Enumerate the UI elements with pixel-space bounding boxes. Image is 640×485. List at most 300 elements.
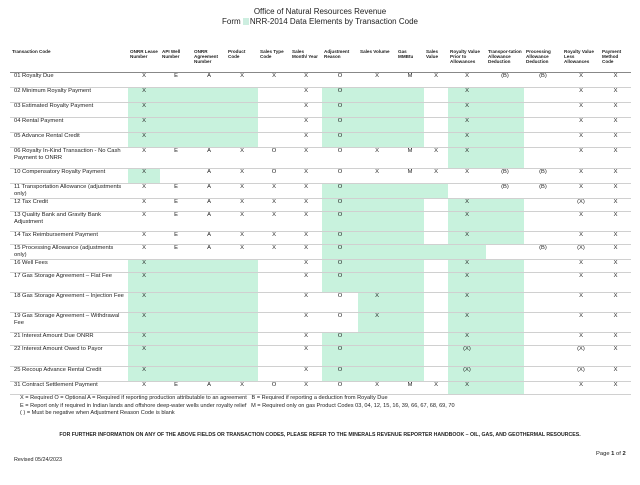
table-cell <box>192 313 226 333</box>
table-cell <box>486 346 524 367</box>
table-cell: X <box>562 118 600 133</box>
transaction-code: 06 Royalty In-Kind Transaction - No Cash Payment to ONRR <box>10 148 128 169</box>
table-cell: X <box>290 148 322 169</box>
table-cell <box>486 118 524 133</box>
table-cell: O <box>322 293 358 313</box>
table-cell <box>524 346 562 367</box>
table-cell: E <box>160 232 192 245</box>
table-cell: O <box>322 346 358 367</box>
table-cell: X <box>600 382 631 395</box>
table-cell: O <box>322 367 358 382</box>
table-cell <box>192 260 226 273</box>
table-cell: A <box>192 184 226 199</box>
table-cell: X <box>128 232 160 245</box>
table-cell: X <box>290 118 322 133</box>
table-cell: O <box>322 232 358 245</box>
table-cell <box>486 367 524 382</box>
table-cell <box>192 103 226 118</box>
table-cell <box>226 118 258 133</box>
table-cell: (X) <box>562 367 600 382</box>
table-cell: O <box>322 313 358 333</box>
table-cell: X <box>290 212 322 232</box>
table-cell: O <box>258 169 290 184</box>
table-cell: X <box>600 245 631 260</box>
table-cell <box>524 133 562 148</box>
table-cell <box>160 346 192 367</box>
table-cell: X <box>424 148 448 169</box>
table-cell: X <box>448 212 486 232</box>
table-cell: X <box>128 293 160 313</box>
table-cell <box>226 273 258 293</box>
table-cell: O <box>322 133 358 148</box>
table-cell: X <box>258 199 290 212</box>
table-cell <box>524 293 562 313</box>
table-cell <box>424 118 448 133</box>
table-cell: O <box>322 333 358 346</box>
table-cell <box>396 273 424 293</box>
table-cell: X <box>226 148 258 169</box>
table-cell <box>396 346 424 367</box>
table-cell <box>226 346 258 367</box>
table-cell <box>396 133 424 148</box>
table-cell: A <box>192 148 226 169</box>
table-cell: X <box>424 169 448 184</box>
table-cell <box>424 273 448 293</box>
table-cell <box>226 133 258 148</box>
column-header: Processing Allowance Deduction <box>524 48 562 73</box>
table-cell: X <box>226 199 258 212</box>
table-cell <box>358 333 396 346</box>
handbook-note: FOR FURTHER INFORMATION ON ANY OF THE ABOVE FIELDS OR TRANSACTION CODES, PLEASE REFER TO THE MINERALS REVENUE REPORTER HANDBOOK – OIL, GAS, AND GEOTHERMAL RESOURCES. <box>59 432 581 438</box>
table-cell: X <box>562 232 600 245</box>
table-cell <box>192 333 226 346</box>
table-cell <box>160 133 192 148</box>
column-header: API Well Number <box>160 48 192 73</box>
table-cell: X <box>600 333 631 346</box>
table-cell: X <box>562 313 600 333</box>
table-cell: M <box>396 382 424 395</box>
transaction-code: 21 Interest Amount Due ONRR <box>10 333 128 346</box>
table-cell: X <box>600 184 631 199</box>
table-cell <box>424 133 448 148</box>
table-cell: X <box>290 184 322 199</box>
table-cell <box>258 260 290 273</box>
table-cell: M <box>396 169 424 184</box>
table-cell: X <box>358 148 396 169</box>
table-cell: X <box>128 184 160 199</box>
table-cell <box>396 232 424 245</box>
table-cell: O <box>322 382 358 395</box>
table-cell: X <box>448 382 486 395</box>
table-cell: X <box>128 260 160 273</box>
table-cell: X <box>290 232 322 245</box>
table-cell: X <box>600 232 631 245</box>
table-cell: A <box>192 169 226 184</box>
table-cell: X <box>290 273 322 293</box>
table-cell <box>258 103 290 118</box>
table-cell <box>524 260 562 273</box>
transaction-code: 22 Interest Amount Owed to Payor <box>10 346 128 367</box>
table-cell: A <box>192 382 226 395</box>
table-cell <box>424 232 448 245</box>
table-cell: O <box>258 148 290 169</box>
form-title: Form NRR-2014 Data Elements by Transaction Code <box>222 17 418 26</box>
table-row <box>10 273 631 293</box>
table-cell <box>258 88 290 103</box>
table-cell: (X) <box>562 245 600 260</box>
table-cell: X <box>290 169 322 184</box>
table-cell <box>486 199 524 212</box>
transaction-code: 12 Tax Credit <box>10 199 128 212</box>
table-cell <box>424 293 448 313</box>
table-cell <box>524 382 562 395</box>
table-row <box>10 103 631 118</box>
table-cell: X <box>290 382 322 395</box>
table-cell: X <box>128 133 160 148</box>
table-cell: X <box>448 118 486 133</box>
transaction-code: 03 Estimated Royalty Payment <box>10 103 128 118</box>
column-header: Transpor-tation Allowance Deduction <box>486 48 524 73</box>
table-row <box>10 260 631 273</box>
table-cell: X <box>128 73 160 88</box>
table-cell: (B) <box>486 73 524 88</box>
column-header: Payment Method Code <box>600 48 631 73</box>
table-cell: X <box>290 346 322 367</box>
table-cell: X <box>448 313 486 333</box>
transaction-code: 31 Contract Settlement Payment <box>10 382 128 395</box>
transaction-code: 14 Tax Reimbursement Payment <box>10 232 128 245</box>
transaction-code: 10 Compensatory Royalty Payment <box>10 169 128 184</box>
table-cell: X <box>358 313 396 333</box>
transaction-code: 02 Minimum Royalty Payment <box>10 88 128 103</box>
table-cell: X <box>358 382 396 395</box>
transaction-code: 01 Royalty Due <box>10 73 128 88</box>
transaction-code: 15 Processing Allowance (adjustments only) <box>10 245 128 260</box>
table-cell: (X) <box>562 199 600 212</box>
table-cell: M <box>396 73 424 88</box>
table-cell <box>424 103 448 118</box>
table-row <box>10 245 631 260</box>
table-cell <box>226 103 258 118</box>
column-header: Sales Month/ Year <box>290 48 322 73</box>
table-cell: X <box>290 333 322 346</box>
table-cell: X <box>448 88 486 103</box>
table-cell: X <box>128 212 160 232</box>
table-cell <box>524 333 562 346</box>
table-row <box>10 346 631 367</box>
table-cell: X <box>128 245 160 260</box>
table-cell <box>396 333 424 346</box>
table-cell: X <box>226 73 258 88</box>
table-cell <box>226 367 258 382</box>
table-cell: X <box>424 73 448 88</box>
table-cell <box>424 88 448 103</box>
table-cell <box>160 273 192 293</box>
table-cell: E <box>160 73 192 88</box>
table-cell: X <box>128 313 160 333</box>
table-cell: X <box>600 118 631 133</box>
table-cell <box>524 367 562 382</box>
table-cell: X <box>562 382 600 395</box>
column-header: Sales Type Code <box>258 48 290 73</box>
table-row <box>10 212 631 232</box>
table-cell <box>396 212 424 232</box>
table-cell: X <box>424 382 448 395</box>
table-row <box>10 232 631 245</box>
table-cell <box>160 118 192 133</box>
table-cell: X <box>290 73 322 88</box>
table-cell: X <box>600 133 631 148</box>
table-cell: X <box>226 184 258 199</box>
table-cell: X <box>448 260 486 273</box>
table-cell <box>486 313 524 333</box>
legend: X = Required O = Optional A = Required if reporting production attributable to an agreement B = Required if reporting a deduction from Royalty Due E = Report only if required in Indian lands and offshore deep-water wells under royalty relief M = Required only on gas Product Codes 03, 04, 12, 15, 16, 39, 66, 67, 68, 69, 70 ( ) = Must be negative when Adjustment Reason Code is blank <box>20 395 455 416</box>
table-cell <box>424 199 448 212</box>
table-cell <box>396 313 424 333</box>
table-cell <box>358 232 396 245</box>
table-cell: X <box>128 103 160 118</box>
table-cell <box>424 313 448 333</box>
table-cell <box>358 346 396 367</box>
transaction-code: 19 Gas Storage Agreement – Withdrawal Fee <box>10 313 128 333</box>
table-cell: X <box>562 333 600 346</box>
column-header: ONRR Agreement Number <box>192 48 226 73</box>
table-cell: X <box>128 148 160 169</box>
table-cell <box>226 293 258 313</box>
table-row <box>10 118 631 133</box>
table-cell <box>424 245 448 260</box>
table-cell: X <box>448 148 486 169</box>
table-cell <box>358 273 396 293</box>
table-cell <box>524 88 562 103</box>
table-cell: E <box>160 148 192 169</box>
table-cell: X <box>448 103 486 118</box>
table-cell <box>396 260 424 273</box>
table-cell: X <box>290 367 322 382</box>
table-cell: O <box>322 103 358 118</box>
table-cell: X <box>226 382 258 395</box>
table-cell: O <box>322 212 358 232</box>
table-cell: X <box>128 273 160 293</box>
page-title: Office of Natural Resources Revenue <box>253 7 387 16</box>
table-cell: X <box>562 273 600 293</box>
table-cell: X <box>226 169 258 184</box>
transaction-code: 25 Recoup Advance Rental Credit <box>10 367 128 382</box>
table-cell <box>192 367 226 382</box>
table-cell <box>396 118 424 133</box>
table-cell <box>396 199 424 212</box>
table-body <box>10 73 631 395</box>
table-cell: X <box>358 293 396 313</box>
table-cell: X <box>128 169 160 184</box>
table-cell: A <box>192 232 226 245</box>
table-cell: X <box>562 212 600 232</box>
table-cell <box>486 245 524 260</box>
page-number: Page 1 of 2 <box>596 451 626 457</box>
table-cell: A <box>192 212 226 232</box>
form-marker <box>243 18 249 25</box>
revision-date: Revised 05/24/2023 <box>14 457 62 463</box>
table-cell <box>358 245 396 260</box>
table-cell: X <box>562 73 600 88</box>
table-cell: X <box>562 103 600 118</box>
table-cell: X <box>290 260 322 273</box>
table-cell: O <box>322 88 358 103</box>
table-cell <box>258 346 290 367</box>
table-cell: X <box>600 169 631 184</box>
table-cell: X <box>562 293 600 313</box>
table-cell: X <box>600 367 631 382</box>
column-header: Royalty Value Less Allowances <box>562 48 600 73</box>
table-cell: X <box>448 232 486 245</box>
table-cell: X <box>562 260 600 273</box>
table-cell: X <box>600 199 631 212</box>
table-row <box>10 184 631 199</box>
table-cell: X <box>562 133 600 148</box>
table-cell: X <box>258 212 290 232</box>
table-cell <box>160 260 192 273</box>
table-cell: A <box>192 199 226 212</box>
table-cell: E <box>160 245 192 260</box>
table-cell: A <box>192 73 226 88</box>
table-cell: X <box>290 313 322 333</box>
table-cell: X <box>600 212 631 232</box>
table-cell <box>396 88 424 103</box>
table-cell: O <box>322 184 358 199</box>
column-header: Sales Volume <box>358 48 396 73</box>
table-cell <box>358 212 396 232</box>
table-row <box>10 367 631 382</box>
table-cell: (X) <box>562 346 600 367</box>
table-cell <box>192 293 226 313</box>
column-header: Adjustment Reason <box>322 48 358 73</box>
table-cell: X <box>562 148 600 169</box>
table-cell <box>396 367 424 382</box>
table-cell <box>486 148 524 169</box>
table-cell <box>160 293 192 313</box>
table-cell <box>424 260 448 273</box>
table-cell: X <box>562 88 600 103</box>
table-cell <box>226 333 258 346</box>
transaction-code: 04 Rental Payment <box>10 118 128 133</box>
table-cell: (X) <box>448 367 486 382</box>
table-cell: X <box>600 148 631 169</box>
table-cell <box>524 199 562 212</box>
table-cell: (X) <box>448 346 486 367</box>
table-cell: O <box>322 245 358 260</box>
table-cell <box>486 88 524 103</box>
table-cell <box>160 103 192 118</box>
table-cell <box>396 293 424 313</box>
table-cell: X <box>600 260 631 273</box>
table-cell <box>258 273 290 293</box>
table-cell: (B) <box>486 169 524 184</box>
table-cell: E <box>160 199 192 212</box>
table-cell: X <box>448 133 486 148</box>
table-cell <box>524 212 562 232</box>
table-cell: X <box>448 169 486 184</box>
table-cell <box>160 333 192 346</box>
table-cell: X <box>448 73 486 88</box>
table-cell <box>486 273 524 293</box>
table-cell <box>192 346 226 367</box>
table-row <box>10 382 631 395</box>
table-cell: X <box>226 245 258 260</box>
table-cell <box>486 133 524 148</box>
table-cell: (B) <box>524 169 562 184</box>
table-cell <box>424 184 448 199</box>
table-cell: X <box>600 313 631 333</box>
table-cell: X <box>258 73 290 88</box>
column-header: Transaction Code <box>10 48 128 73</box>
table-row <box>10 133 631 148</box>
table-cell: X <box>128 199 160 212</box>
table-row <box>10 88 631 103</box>
table-cell <box>358 118 396 133</box>
table-cell: X <box>128 382 160 395</box>
table-cell <box>524 103 562 118</box>
table-cell <box>192 88 226 103</box>
table-cell <box>486 293 524 313</box>
table-cell: O <box>322 118 358 133</box>
table-cell: X <box>290 88 322 103</box>
table-cell <box>358 199 396 212</box>
table-cell: O <box>322 169 358 184</box>
table-cell: X <box>448 273 486 293</box>
table-cell <box>524 273 562 293</box>
table-cell: X <box>128 118 160 133</box>
table-cell <box>396 245 424 260</box>
table-cell: X <box>290 199 322 212</box>
table-cell: X <box>562 184 600 199</box>
transaction-code: 05 Advance Rental Credit <box>10 133 128 148</box>
table-cell: (B) <box>524 245 562 260</box>
table-cell: X <box>600 73 631 88</box>
table-cell: X <box>600 273 631 293</box>
table-cell <box>524 232 562 245</box>
table-cell: X <box>448 199 486 212</box>
table-header-row <box>10 48 631 73</box>
table-cell <box>486 212 524 232</box>
table-cell <box>358 88 396 103</box>
table-cell <box>486 382 524 395</box>
table-cell <box>358 367 396 382</box>
table-cell <box>160 88 192 103</box>
table-cell: E <box>160 382 192 395</box>
table-row <box>10 333 631 346</box>
table-cell <box>160 169 192 184</box>
table-cell: O <box>322 148 358 169</box>
table-row <box>10 73 631 88</box>
table-cell: X <box>358 73 396 88</box>
table-cell: X <box>600 103 631 118</box>
table-cell: X <box>226 232 258 245</box>
table-cell <box>226 313 258 333</box>
table-cell: X <box>290 293 322 313</box>
column-header: Product Code <box>226 48 258 73</box>
table-cell <box>358 103 396 118</box>
table-cell <box>192 133 226 148</box>
table-cell: X <box>128 333 160 346</box>
table-cell <box>358 184 396 199</box>
table-cell <box>192 118 226 133</box>
table-cell <box>424 367 448 382</box>
table-row <box>10 148 631 169</box>
transaction-code: 17 Gas Storage Agreement – Flat Fee <box>10 273 128 293</box>
table-cell: (B) <box>524 184 562 199</box>
table-cell <box>396 103 424 118</box>
table-cell: E <box>160 212 192 232</box>
